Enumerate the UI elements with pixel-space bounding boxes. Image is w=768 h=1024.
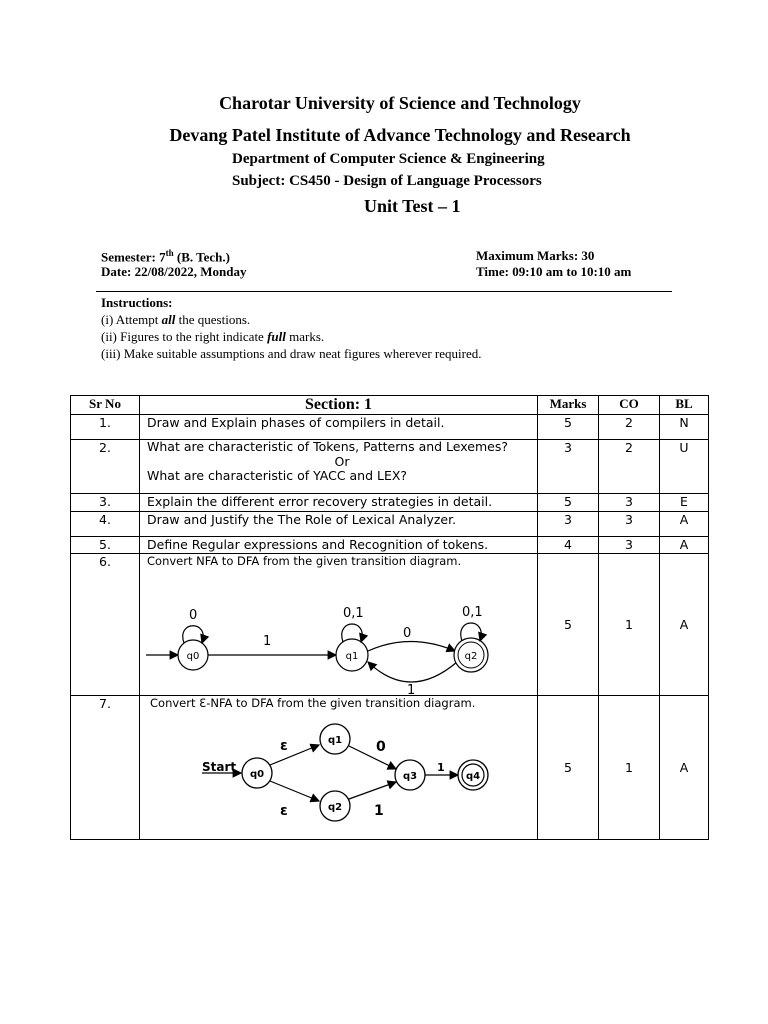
header-co: CO [599, 396, 660, 415]
instruction-2: (ii) Figures to the right indicate full marks. [101, 329, 325, 344]
svg-text:Start: Start [202, 760, 237, 774]
header-section: Section: 1 [140, 396, 538, 415]
co: 3 [599, 537, 660, 554]
table-row [71, 537, 709, 554]
subject-title: Subject: CS450 - Design of Language Processors [232, 173, 542, 189]
test-title: Unit Test – 1 [364, 196, 461, 216]
header-sr-no: Sr No [71, 396, 140, 415]
question-text: Explain the different error recovery strategies in detail. [140, 494, 538, 512]
svg-text:ε: ε [280, 738, 288, 754]
sr-no: 7. [71, 696, 140, 840]
sr-no: 5. [71, 537, 140, 554]
question-table [70, 395, 709, 840]
nfa-transition-diagram [140, 574, 530, 694]
divider [96, 291, 672, 292]
question-text: Define Regular expressions and Recognition of tokens. [140, 537, 538, 554]
marks: 3 [538, 440, 599, 494]
sr-no: 4. [71, 512, 140, 537]
table-row [71, 696, 709, 840]
instructions [101, 294, 482, 362]
bl: A [660, 696, 709, 840]
semester-info: Semester: 7th (B. Tech.) [101, 248, 230, 265]
svg-text:0: 0 [376, 739, 386, 755]
svg-text:0: 0 [189, 608, 198, 623]
svg-text:q4: q4 [465, 771, 481, 782]
svg-text:q1: q1 [345, 651, 359, 662]
sr-no: 1. [71, 415, 140, 440]
bl: U [660, 440, 709, 494]
svg-text:q2: q2 [327, 802, 343, 813]
co: 1 [599, 554, 660, 696]
bl: A [660, 537, 709, 554]
co: 3 [599, 512, 660, 537]
svg-text:1: 1 [263, 634, 272, 649]
svg-text:1: 1 [437, 761, 445, 774]
table-row [71, 512, 709, 537]
svg-text:q2: q2 [464, 651, 478, 662]
time-info: Time: 09:10 am to 10:10 am [476, 264, 632, 279]
question-cell [140, 554, 538, 696]
svg-text:0: 0 [403, 626, 412, 641]
table-row [71, 494, 709, 512]
question-cell [140, 696, 538, 840]
svg-text:1: 1 [407, 683, 416, 694]
bl: A [660, 512, 709, 537]
table-row [71, 415, 709, 440]
bl: N [660, 415, 709, 440]
bl: A [660, 554, 709, 696]
date-info: Date: 22/08/2022, Monday [101, 264, 247, 279]
sr-no: 6. [71, 554, 140, 696]
marks: 5 [538, 494, 599, 512]
co: 1 [599, 696, 660, 840]
question-text: Draw and Justify the The Role of Lexical Analyzer. [140, 512, 538, 537]
svg-text:q0: q0 [249, 769, 265, 780]
institute-title: Devang Patel Institute of Advance Technology and Research [169, 125, 631, 145]
department-title: Department of Computer Science & Engineering [232, 151, 545, 167]
table-header-row [71, 396, 709, 415]
svg-text:0,1: 0,1 [462, 605, 483, 620]
sr-no: 2. [71, 440, 140, 494]
marks: 5 [538, 415, 599, 440]
svg-text:0,1: 0,1 [343, 606, 364, 621]
co: 2 [599, 440, 660, 494]
svg-text:q0: q0 [186, 651, 200, 662]
max-marks: Maximum Marks: 30 [476, 248, 595, 263]
table-row [71, 554, 709, 696]
co: 2 [599, 415, 660, 440]
bl: E [660, 494, 709, 512]
instruction-3: (iii) Make suitable assumptions and draw neat figures wherever required. [101, 346, 482, 361]
marks: 5 [538, 554, 599, 696]
svg-text:1: 1 [374, 803, 384, 819]
co: 3 [599, 494, 660, 512]
enfa-transition-diagram [140, 718, 530, 838]
question-text: Convert NFA to DFA from the given transition diagram. [147, 554, 462, 568]
header-bl: BL [660, 396, 709, 415]
table-row [71, 440, 709, 494]
question-text: Convert Ɛ-NFA to DFA from the given transition diagram. [150, 696, 476, 710]
svg-text:q3: q3 [402, 771, 418, 782]
svg-text:ε: ε [280, 803, 288, 819]
instructions-heading: Instructions: [101, 295, 173, 310]
marks: 5 [538, 696, 599, 840]
question-text: Draw and Explain phases of compilers in detail. [140, 415, 538, 440]
marks: 4 [538, 537, 599, 554]
header-marks: Marks [538, 396, 599, 415]
university-title: Charotar University of Science and Technology [219, 93, 581, 113]
question-text: What are characteristic of Tokens, Patterns and Lexemes? Or What are characteristic of YACC and LEX? [140, 440, 538, 494]
svg-text:q1: q1 [327, 735, 343, 746]
instruction-1: (i) Attempt all the questions. [101, 312, 251, 327]
sr-no: 3. [71, 494, 140, 512]
marks: 3 [538, 512, 599, 537]
